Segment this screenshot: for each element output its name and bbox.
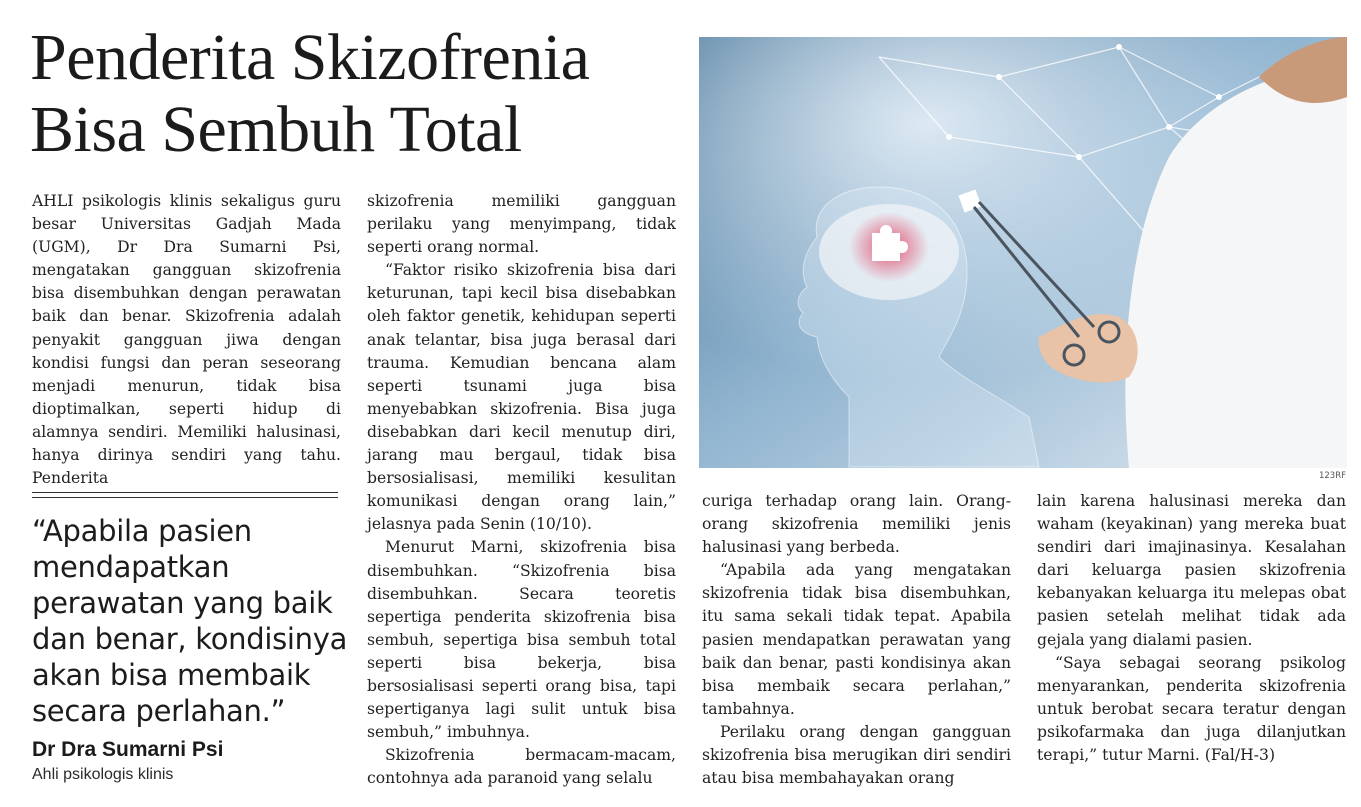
headline-line-2: Bisa Sembuh Total — [30, 93, 522, 166]
double-rule-divider — [32, 492, 338, 498]
headline-line-1: Penderita Skizofrenia — [30, 21, 590, 94]
article-column-4 — [1037, 490, 1346, 767]
paragraph: Menurut Marni, skizofrenia bisa disembuhkan. “Skizofrenia bisa disembuhkan. Secara teoretis sepertiga penderita skizofrenia bisa sembuh, sepertiga bisa sembuh total seperti bisa bekerja, bisa bersosialisasi seperti orang bisa, tapi sepertiganya lagi sulit untuk bisa sembuh,” imbuhnya. — [367, 538, 676, 742]
headline — [30, 22, 670, 166]
article-column-1 — [32, 190, 341, 490]
pull-quote: “Apabila pasien mendapatkan perawatan yang baik dan benar, kondisinya akan bisa membaik secara perlahan.” — [32, 514, 348, 728]
article-column-2 — [367, 190, 676, 790]
paragraph: “Apabila ada yang mengatakan skizofrenia tidak bisa disembuhkan, itu sama sekali tidak tepat. Apabila pasien mendapatkan perawatan yang baik dan benar, pasti kondisinya akan bisa membaik secara perlahan,” tambahnya. — [702, 561, 1011, 718]
paragraph: Skizofrenia bermacam-macam, contohnya ada paranoid yang selalu — [367, 746, 676, 788]
quote-author-role: Ahli psikologis klinis — [32, 766, 174, 783]
paragraph: curiga terhadap orang lain. Orang-orang skizofrenia memiliki jenis halusinasi yang berbeda. — [702, 492, 1011, 557]
photo-credit: 123RF — [1318, 471, 1346, 481]
paragraph: lain karena halusinasi mereka dan waham (keyakinan) yang mereka buat sendiri dari imajinasinya. Kesalahan dari keluarga pasien skizofrenia kebanyakan keluarga itu melepas obat pasien setelah melihat tidak ada gejala yang dialami pasien. — [1037, 492, 1346, 649]
paragraph: “Faktor risiko skizofrenia bisa dari keturunan, tapi kecil bisa disebabkan oleh faktor genetik, kehidupan seperti anak telantar, bisa juga berasal dari trauma. Kemudian bencana alam seperti tsunami juga bisa menyebabkan skizofrenia. Bisa juga disebabkan dari kecil menutup diri, jarang mau bergaul, tidak bisa bersosialisasi, memiliki kesulitan komunikasi dengan orang lain,” jelasnya pada Senin (10/10). — [367, 261, 676, 534]
article-column-3 — [702, 490, 1011, 790]
paragraph: “Saya sebagai seorang psikolog menyarankan, penderita skizofrenia untuk berobat secara teratur dengan psikofarmaka dan juga dilanjutkan terapi,” tutur Marni. (Fal/H-3) — [1037, 653, 1346, 765]
paragraph: skizofrenia memiliki gangguan perilaku yang menyimpang, tidak seperti orang normal. — [367, 192, 676, 257]
paragraph: Perilaku orang dengan gangguan skizofrenia bisa merugikan diri sendiri atau bisa membahayakan orang — [702, 722, 1011, 788]
paragraph: AHLI psikologis klinis sekaligus guru besar Universitas Gadjah Mada (UGM), Dr Dra Sumarni Psi, mengatakan gangguan skizofrenia bisa disembuhkan dengan perawatan baik dan benar. Skizofrenia adalah penyakit gangguan jiwa dengan kondisi fungsi dan peran seseorang menjadi menurun, tidak bisa dioptimalkan, seperti hidup di alamnya sendiri. Memiliki halusinasi, hanya dirinya sendiri yang tahu. Penderita — [32, 192, 341, 488]
article-photo — [699, 37, 1347, 468]
quote-author-name: Dr Dra Sumarni Psi — [32, 738, 224, 761]
